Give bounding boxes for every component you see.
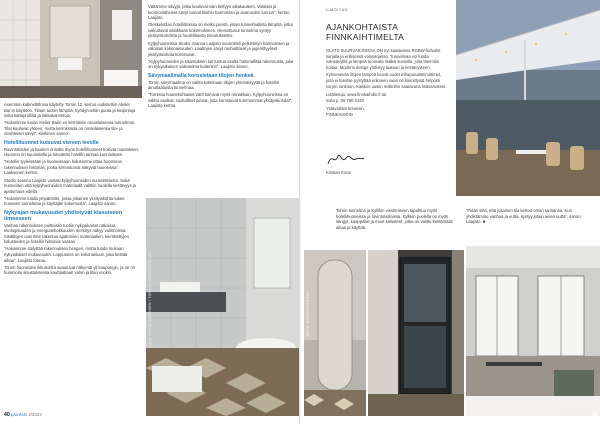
issue-number: 2/2022 <box>560 412 574 417</box>
ad-paragraph: Kylmenevän iltojen lämpöä luovat uudet infrapunalämmittimet, joita ei tarvitse pystyttää erikseen vaan ne kiinnittyvät helposti varjon runkoon. Kaikkiin uusiin malleihin saatavana lisävarusteet. <box>326 72 447 89</box>
left-column-1 <box>4 102 140 408</box>
ad-kicker: ILMOITUS <box>326 8 348 12</box>
page-spine <box>299 0 301 424</box>
ad-title <box>326 22 446 42</box>
terrace-umbrella-photo <box>456 0 600 196</box>
bathroom-photo-top <box>0 0 142 98</box>
paragraph: ”Hotellin tyyleissään ja huoneissaan halusimme ottaa huomioon rakennuksen historian, jonka kerrostumat näkyvät huoneissa”, Laaksonen kertoo. <box>4 159 123 176</box>
ad-body <box>326 48 448 118</box>
left-folio <box>4 412 144 418</box>
paragraph: Kylpyhuoneissa Studio Joanna Laajisto suunnitteli pelkistetyn harmonisen ja valoisan kokonaisuuden. Laattojen sävyt rauhoittavat ja jugendtyyliset yksityiskohdat korostuvat. <box>148 40 290 57</box>
paragraph: Tornin huoneiden ikkunoista avautuvat näkymät yli kaupungin, ja ne on huomioitu sisustuksessa kauttaaltaan valon ja tilan vuoksi. <box>4 264 136 276</box>
ad-title-line1: AJANKOHTAISTA <box>326 22 398 32</box>
paragraph: Oleskelutilan hotellitiloissa on melko pientä, jotain tunnelmallista lämpöä, jotka vaikuttavat asiakkaan kokemukseen. Hienostunut tunnelma syntyy yksityiskohdista ja huolellisesta toteutuksesta. <box>148 22 293 39</box>
paragraph: ”Halusimme säilyttää rakennuksen hengen, mutta tuoda mukaan nykyaikaiset mukavuudet. Lopputulos on kokonaisuus, joka kestää aikaa”, Laajisto toteaa. <box>4 246 128 263</box>
right-column-1 <box>336 208 454 242</box>
hotel-room-window-photo <box>466 246 600 416</box>
advertisement-box <box>304 0 454 196</box>
bathroom-photo-bathtub <box>146 198 299 416</box>
quote-paragraph: ”Halusimme luoda Atelier Barin eri kerroksiin omanlaisensa tunnelman. Tilat kuuluvat yhteen, mutta kerroksissa on omanlaisensa tila- ja vivahteiset sävyt”, Kiiskinen sanoo. <box>4 120 136 137</box>
left-column-2 <box>148 4 294 194</box>
ad-contact-phone: soita p. 09 755 2120 <box>326 97 364 103</box>
page-number: 40 <box>4 412 10 418</box>
paragraph: ”Kylpyhuoneiden ja sisustuksen tuli tuntua osalta historiallista rakennusta, joka on nykyaikainen vaikutelma kuitenkin”, Laajisto sanoo. <box>148 58 294 70</box>
issue-number: 2/2022 <box>28 412 42 417</box>
paragraph: Tornin sävymaailma on valittu tukemaan tilojen yhtenäisyyttä ja hotellin ainutlaatuista tunnelmaa. <box>148 79 280 91</box>
magazine-name: proresto <box>11 412 28 417</box>
ad-title-line2: FINNKAIHTIMELTA <box>326 32 405 42</box>
ad-paragraph: GLATZ-SUURVARJOISSA ON nyt saatavissa RGBW-ledvalot sarjalla ja erillisessä valosarjassa. Tunnelmaa voi luoda valosävyillä ja lämpöä tuomalla lisäksi kuvioilla, joita lämmitin hoitaa. Moderni design yhdistyy laatuun ja kestävyyteen. <box>326 48 441 70</box>
page-number: 41 <box>592 412 598 418</box>
photo-caption-vertical: KUVA: MIKKO RYHÄNEN <box>306 291 310 336</box>
intro-paragraph: Asemmin kabinettitloina käytetty Tornin 12. kerros uudistettiin Atelier Bar:in käyttöön. Tilaan tuotiin lämpöä, hyödynnettiin puuta ja kivipintoja sekä kattoprofiiliä ja takkatoimintoja. <box>4 102 136 119</box>
signature-name: Kristian Koos <box>326 170 351 175</box>
corridor-mirror-photo <box>304 250 366 416</box>
hotel-room-door-photo <box>368 250 464 416</box>
right-folio <box>520 412 598 418</box>
paragraph: ”Tornissa huonekohtaiset värit toimivat myös rinnakkain. Kylpyhuoneissa on valittu vaaleat, rauhalliset pinnat, joita korostavat tummemmat yksityiskohdat”, Laajisto kertoo. <box>148 92 293 109</box>
photo-caption-vertical: KUVA: NIKKO SAARINEN / TORNIN SUUNNITTELIJAT <box>148 250 152 348</box>
paragraph: Vältämme sävyjä, jotka kuuluvat vain tiettyyn aikakauteen. Valoisat ja luonnonläheiset sävyt tuovat tiloihin harmonian ja avaruuden tunnun”, kertoo Laajisto. <box>148 4 290 21</box>
subheading-colour-world: Sävymaailmalla korostetaan tilojen henkeä <box>148 72 254 79</box>
paragraph: Studio Joanna Laajisto vastasi kylpyhuoneiden suunnittelusta. Sekä huoneiden että kylpyhuoneiden materiaalit valittiin huolella kestävyys ja ajattomuus edellä. <box>4 177 136 194</box>
subheading-modern-comforts: Nykyajan mukavuudet yhdistyvät klassiseen ilmeeseen <box>4 209 123 222</box>
subheading-hotel-rooms: Hotelliluonnet kutsuvat viereen levolle <box>4 139 99 146</box>
right-column-2 <box>466 208 594 242</box>
paragraph: Ravintoloiden ja baarien rinnalla myös hotellihuoneet kokivat muutoksen. Huoneet on suunniteltu ja toteutettu hotellin tarinaa kunnioittaen. <box>4 146 140 158</box>
signature-image <box>326 150 366 168</box>
paragraph: ”Halusimme luoda ympäristön, jossa jokainen yksityiskohta tukee huoneen tunnelmaa ja käyttäjän kokemusta”, Laajisto sanoo. <box>4 195 125 207</box>
paragraph: ”Pidän siitä, että jokainen tila kertoo oman tarinansa. Kun yhdistämme vanhaa ja uutta, syntyy jotain aivan uutta”, sanoo Laajisto. ■ <box>466 208 581 225</box>
ad-company: FINNKAIHDIN <box>326 111 353 117</box>
paragraph: Tornin tunnelma ja Kyllikin viestimiseen tapahtuu myös hotellihuoneissa ja ravintolatiloissa. Kyllikin puolella on myös sängyt, kaappitilat ja muut kalusteet, jotka on valittu kestämään aikaa ja käyttöä. <box>336 208 454 230</box>
paragraph: Vanhan rakennuksen puitteisiin tuotiin nykyaikaiset ratkaisut, ekologisuuden ja energiatehokkuuden merkitys näkyy valinnoissa. Sisätilojen uusi ilme rakentuu ajattomien materiaalien, kierrätettyjen kalusteiden ja hotellin historian varaan. <box>4 222 129 245</box>
ad-contact-line: Lisätietoja: www.finnkaihdin.fi tai <box>326 92 387 98</box>
magazine-name: proresto <box>574 412 591 417</box>
ad-greeting: Ystävällisin terveisin, <box>326 106 365 112</box>
